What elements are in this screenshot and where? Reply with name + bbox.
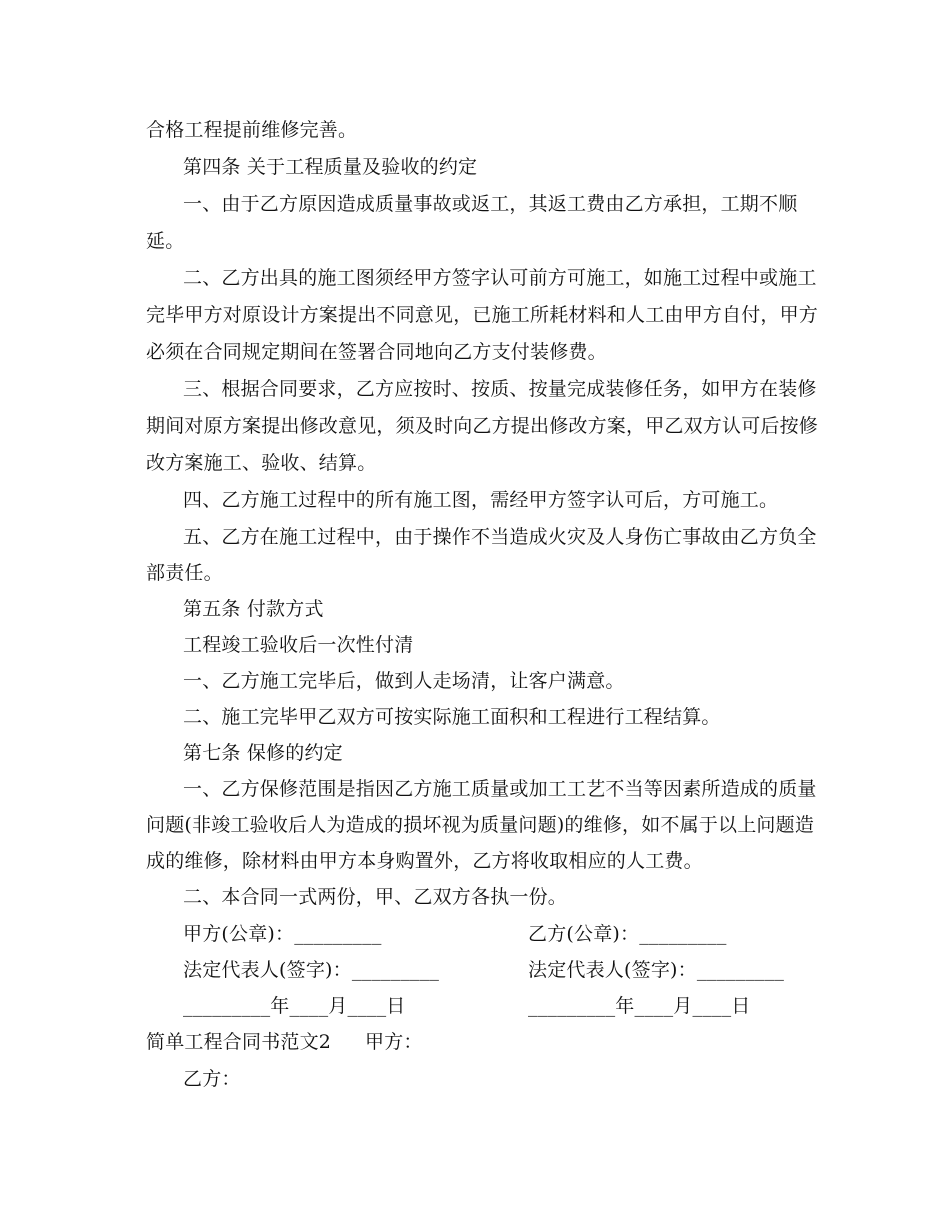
- next-contract-title: 简单工程合同书范文2: [146, 1031, 332, 1053]
- text-line: 一、由于乙方原因造成质量事故或返工，其返工费由乙方承担，工期不顺: [183, 193, 798, 215]
- text-line: 一、乙方施工完毕后，做到人走场清，让客户满意。: [183, 670, 625, 692]
- party-a-representative: 法定代表人(签字)：_________: [183, 959, 440, 981]
- text-line: 完毕甲方对原设计方案提出不同意见，已施工所耗材料和人工由甲方自付，甲方: [146, 304, 819, 326]
- text-line: 延。: [146, 230, 185, 252]
- section-heading: 第五条 付款方式: [183, 598, 324, 620]
- party-b-seal: 乙方(公章)：_________: [528, 923, 727, 945]
- section-heading: 第七条 保修的约定: [183, 742, 343, 764]
- text-line: 一、乙方保修范围是指因乙方施工质量或加工工艺不当等因素所造成的质量: [183, 778, 817, 800]
- text-line: 成的维修，除材料由甲方本身购置外，乙方将收取相应的人工费。: [146, 850, 703, 872]
- text-line: 部责任。: [146, 562, 223, 584]
- text-line: 五、乙方在施工过程中，由于操作不当造成火灾及人身伤亡事故由乙方负全: [183, 526, 817, 548]
- text-line: 工程竣工验收后一次性付清: [183, 634, 414, 656]
- text-line: 二、施工完毕甲乙双方可按实际施工面积和工程进行工程结算。: [183, 706, 721, 728]
- text-line: 四、乙方施工过程中的所有施工图，需经甲方签字认可后，方可施工。: [183, 489, 779, 511]
- party-b-representative: 法定代表人(签字)：_________: [528, 959, 785, 981]
- text-line: 三、根据合同要求，乙方应按时、按质、按量完成装修任务，如甲方在装修: [183, 378, 817, 400]
- next-party-a: 甲方：: [365, 1031, 423, 1053]
- text-line: 改方案施工、验收、结算。: [146, 452, 377, 474]
- text-line: 问题(非竣工验收后人为造成的损坏视为质量问题)的维修，如不属于以上问题造: [146, 814, 815, 836]
- section-heading: 第四条 关于工程质量及验收的约定: [183, 156, 478, 178]
- text-line: 期间对原方案提出修改意见，须及时向乙方提出修改方案，甲乙双方认可后按修: [146, 415, 819, 437]
- party-a-seal: 甲方(公章)：_________: [183, 923, 382, 945]
- text-line: 必须在合同规定期间在签署合同地向乙方支付装修费。: [146, 341, 607, 363]
- text-line: 合格工程提前维修完善。: [146, 119, 358, 141]
- party-b-date: _________年____月____日: [528, 995, 751, 1017]
- text-line: 二、本合同一式两份，甲、乙双方各执一份。: [183, 886, 568, 908]
- next-party-b: 乙方：: [183, 1068, 241, 1090]
- text-line: 二、乙方出具的施工图须经甲方签字认可前方可施工，如施工过程中或施工: [183, 267, 817, 289]
- party-a-date: _________年____月____日: [183, 995, 406, 1017]
